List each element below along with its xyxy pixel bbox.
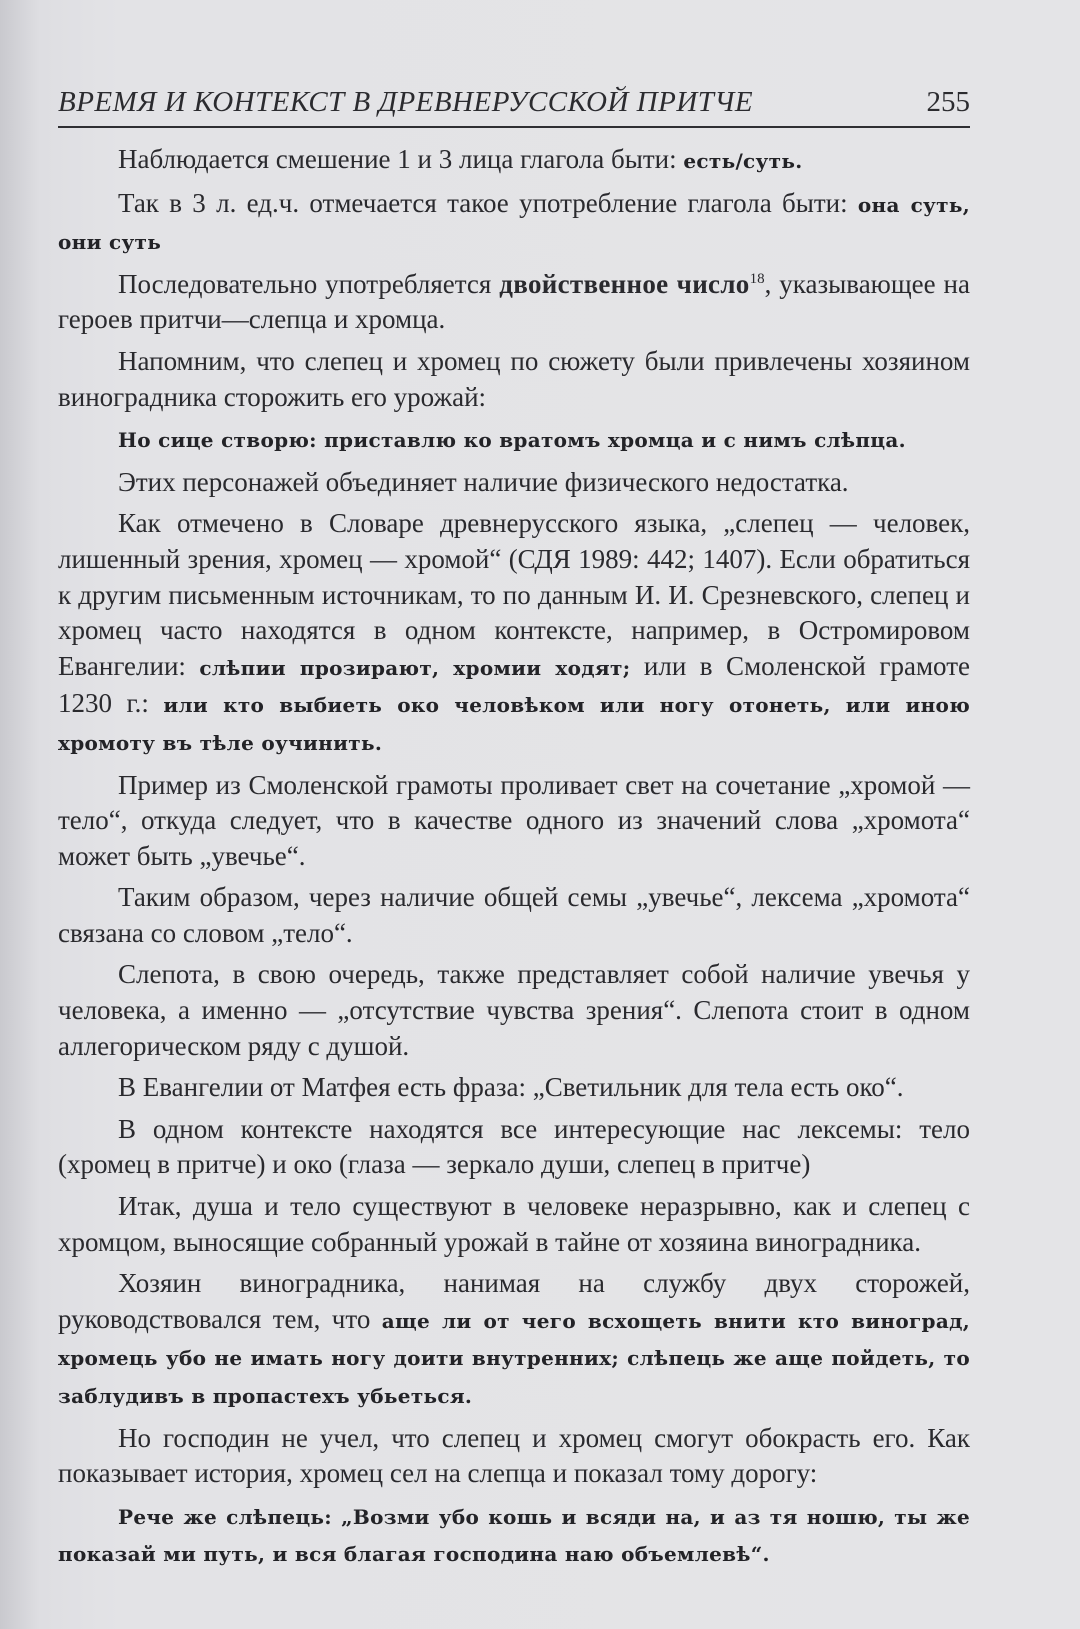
paragraph: Но господин не учел, что слепец и хромец смогут обокрасть его. Как показывает история, хромец сел на слепца и показал тому дорогу: xyxy=(58,1422,970,1489)
paragraph: Хозяин виноградника, нанимая на службу двух сторожей, руководствовался тем, что аще ли от чего всхощеть внити кто виноград, хромець убо не имать ногу доити внутренних; слѣпець же аще пойдеть, то заблудивъ в пропастехъ убьеться. xyxy=(58,1268,970,1408)
paragraph: Слепота, в свою очередь, также представляет собой наличие увечья у человека, а именно — „отсутствие чувства зрения“. Слепота стоит в одном аллегорическом ряду с душой. xyxy=(58,959,970,1061)
term-dual-number: двойственное число xyxy=(499,268,750,299)
paragraph: Таким образом, через наличие общей семы „увечье“, лексема „хромота“ связана со словом „тело“. xyxy=(58,882,970,948)
page-header xyxy=(58,86,970,128)
body-text xyxy=(58,142,970,1579)
old-russian-quote: она суть, они суть xyxy=(58,192,970,255)
paragraph: Этих персонажей объединяет наличие физического недостатка. xyxy=(118,466,849,497)
paragraph: Пример из Смоленской грамоты проливает свет на сочетание „хромой — тело“, откуда следует, что в качестве одного из значений слова „хромота“ может быть „увечье“. xyxy=(58,769,970,871)
paragraph: Последовательно употребляется двойственное число$^{18}$, указывающее на героев притчи—слепца и хромца. xyxy=(58,268,970,335)
paragraph xyxy=(58,421,970,459)
paragraph: В одном контексте находятся все интересующие нас лексемы: тело (хромец в притче) и око (глаза — зеркало души, слепец в притче) xyxy=(58,1113,970,1180)
paragraph: В Евангелии от Матфея есть фраза: „Светильник для тела есть око“. xyxy=(118,1072,904,1103)
paragraph: Наблюдается смешение 1 и 3 лица глагола быти: есть/суть. xyxy=(118,144,803,174)
footnote-marker: 18 xyxy=(749,270,765,287)
old-russian-quote: Рече же слѣпець: „Возми убо кошь и всяди на, и аз тя ношю, ты же показай ми путь, и вся благая господина наю объемлевѣ“. xyxy=(58,1504,970,1567)
old-russian-quote: слѣпии прозирают, хромии ходят; xyxy=(199,655,631,680)
paragraph: Так в 3 л. ед.ч. отмечается такое употребление глагола быти: она суть, они суть xyxy=(58,187,970,255)
paragraph xyxy=(58,1498,970,1573)
running-title: ВРЕМЯ И КОНТЕКСТ В ДРЕВНЕРУССКОЙ ПРИТЧЕ xyxy=(58,86,754,118)
old-russian-quote: аще ли от чего всхощеть внити кто виноград, хромець убо не имать ногу доити внутренних; слѣпець же аще пойдеть, то заблудивъ в пропастехъ убьеться. xyxy=(58,1308,970,1408)
old-russian-quote: или кто выбиеть око человѣком или ногу отонеть, или иною хромоту въ тѣле оучинить. xyxy=(58,693,971,755)
page-number: 255 xyxy=(926,86,970,118)
old-russian-quote: Но сице створю: приставлю ко вратомъ хромца и с нимъ слѣпца. xyxy=(118,428,906,453)
paragraph: Итак, душа и тело существуют в человеке неразрывно, как и слепец с хромцом, выносящие собранный урожай в тайне от хозяина виноградника. xyxy=(58,1191,970,1257)
paragraph: Как отмечено в Словаре древнерусского языка, „слепец — человек, лишенный зрения, хромец — хромой“ (СДЯ 1989: 442; 1407). Если обратиться к другим письменным источникам, то по данным И. И. Срезневского, слепец и хромец часто находятся в одном контексте, например, в Остромировом Евангелии: слѣпии прозирают, хромии ходят; или в Смоленской грамоте 1230 г.: или кто выбиеть око человѣком или ногу отонеть, или иною хромоту въ тѣле оучинить. xyxy=(58,508,971,755)
old-russian-quote: есть/суть. xyxy=(683,149,803,173)
paragraph: Напомним, что слепец и хромец по сюжету были привлечены хозяином виноградника сторожить его урожай: xyxy=(58,345,970,412)
